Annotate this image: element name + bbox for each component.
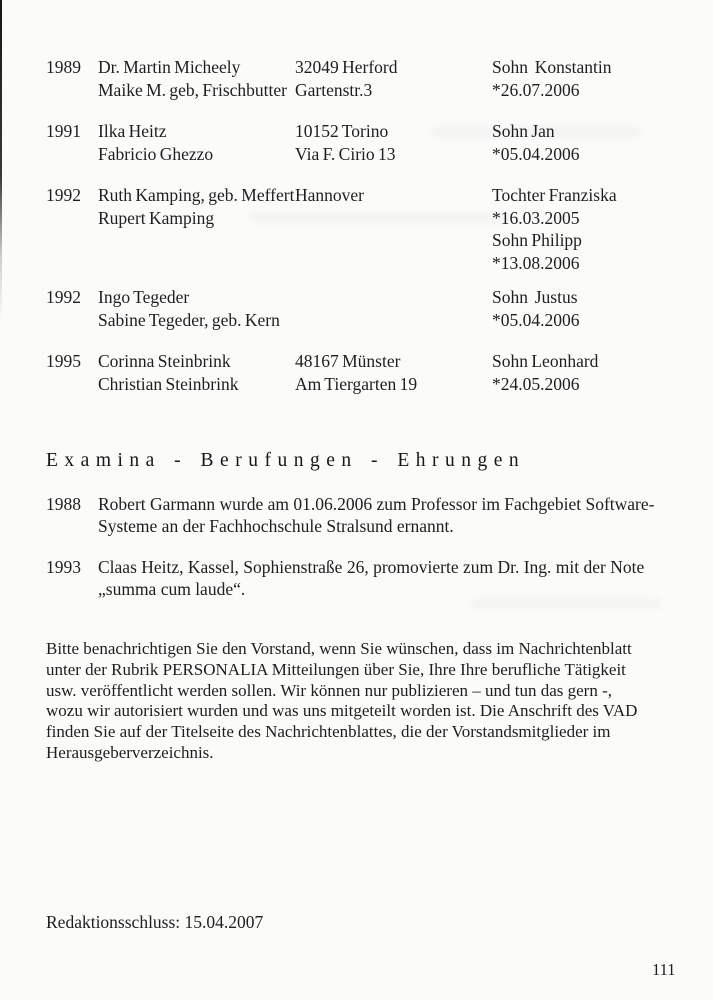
notice-line: Bitte benachrichtigen Sie den Vorstand, wenn Sie wünschen, dass im Nachrichtenblatt	[46, 639, 632, 658]
child-line: Tochter Franziska	[492, 185, 617, 205]
entry-text-line: Robert Garmann wurde am 01.06.2006 zum Professor im Fachgebiet Software-	[98, 494, 655, 514]
entry-text-line: Systeme an der Fachhochschule Stralsund ernannt.	[98, 515, 454, 536]
child-line: Sohn Justus	[492, 287, 578, 307]
year-cell: 1989	[46, 57, 81, 77]
name-line: Ruth Kamping, geb. Meffert	[98, 185, 295, 205]
entry-text	[98, 494, 654, 537]
name-line: Ilka Heitz	[98, 121, 167, 141]
child-line: *26.07.2006	[492, 79, 580, 100]
child-line: *05.04.2006	[492, 143, 580, 164]
children-cell	[492, 120, 687, 165]
child-line: *24.05.2006	[492, 373, 580, 394]
address-cell	[295, 56, 490, 101]
name-line: Maike M. geb, Frischbutter	[98, 79, 287, 100]
child-line: *13.08.2006	[492, 252, 580, 273]
year-cell: 1992	[46, 185, 81, 205]
address-line: Gartenstr.3	[295, 79, 373, 100]
names-cell	[98, 120, 298, 165]
child-line: Sohn Philipp	[492, 230, 582, 250]
name-line: Dr. Martin Micheely	[98, 57, 241, 77]
names-cell	[98, 350, 298, 395]
notice-line: wozu wir autorisiert wurden und was uns mitgeteilt worden ist. Die Anschrift des VAD	[46, 701, 638, 721]
children-cell	[492, 350, 687, 395]
address-line: Via F. Cirio 13	[295, 143, 396, 164]
address-line: 48167 Münster	[295, 351, 401, 371]
notice-line: usw. veröffentlicht werden sollen. Wir können nur publizieren – und tun das gern -,	[46, 680, 612, 700]
scan-artifact-left-edge	[0, 0, 2, 320]
entry-text-line: Claas Heitz, Kassel, Sophienstraße 26, promovierte zum Dr. Ing. mit der Note	[98, 557, 645, 577]
child-line: Sohn Jan	[492, 121, 555, 141]
notice-line: unter der Rubrik PERSONALIA Mitteilungen über Sie, Ihre Ihre berufliche Tätigkeit	[46, 659, 626, 679]
year-cell: 1992	[46, 287, 81, 307]
notice-paragraph	[46, 639, 637, 764]
entry-text-line: „summa cum laude“.	[98, 578, 246, 599]
child-line: Sohn Leonhard	[492, 351, 599, 371]
year-cell: 1995	[46, 351, 81, 371]
page-number: 111	[652, 960, 676, 979]
notice-line: finden Sie auf der Titelseite des Nachrichtenblattes, die der Vorstandsmitglieder im	[46, 722, 611, 742]
year-cell: 1988	[46, 494, 81, 514]
name-line: Fabricio Ghezzo	[98, 143, 214, 164]
address-line: 32049 Herford	[295, 57, 398, 77]
children-cell	[492, 286, 687, 331]
name-line: Ingo Tegeder	[98, 287, 190, 307]
editorial-deadline: Redaktionsschluss: 15.04.2007	[46, 912, 264, 932]
address-line: Am Tiergarten 19	[295, 373, 418, 394]
address-cell	[295, 184, 490, 207]
child-line: *16.03.2005	[492, 207, 580, 228]
name-line: Christian Steinbrink	[98, 373, 239, 394]
children-cell	[492, 56, 687, 101]
year-cell: 1991	[46, 121, 81, 141]
address-cell	[295, 120, 490, 165]
address-line: Hannover	[295, 185, 365, 205]
name-line: Corinna Steinbrink	[98, 351, 231, 371]
children-cell	[492, 184, 687, 274]
child-line: Sohn Konstantin	[492, 57, 612, 77]
child-line: *05.04.2006	[492, 309, 580, 330]
address-line: 10152 Torino	[295, 121, 389, 141]
name-line: Rupert Kamping	[98, 207, 215, 228]
notice-line: Herausgeberverzeichnis.	[46, 742, 214, 762]
names-cell	[98, 56, 298, 101]
entry-text	[98, 557, 644, 600]
year-cell: 1993	[46, 557, 81, 577]
names-cell	[98, 184, 298, 229]
names-cell	[98, 286, 298, 331]
address-cell	[295, 350, 490, 395]
section-heading-examina: Examina - Berufungen - Ehrungen	[46, 450, 526, 471]
name-line: Sabine Tegeder, geb. Kern	[98, 309, 280, 330]
